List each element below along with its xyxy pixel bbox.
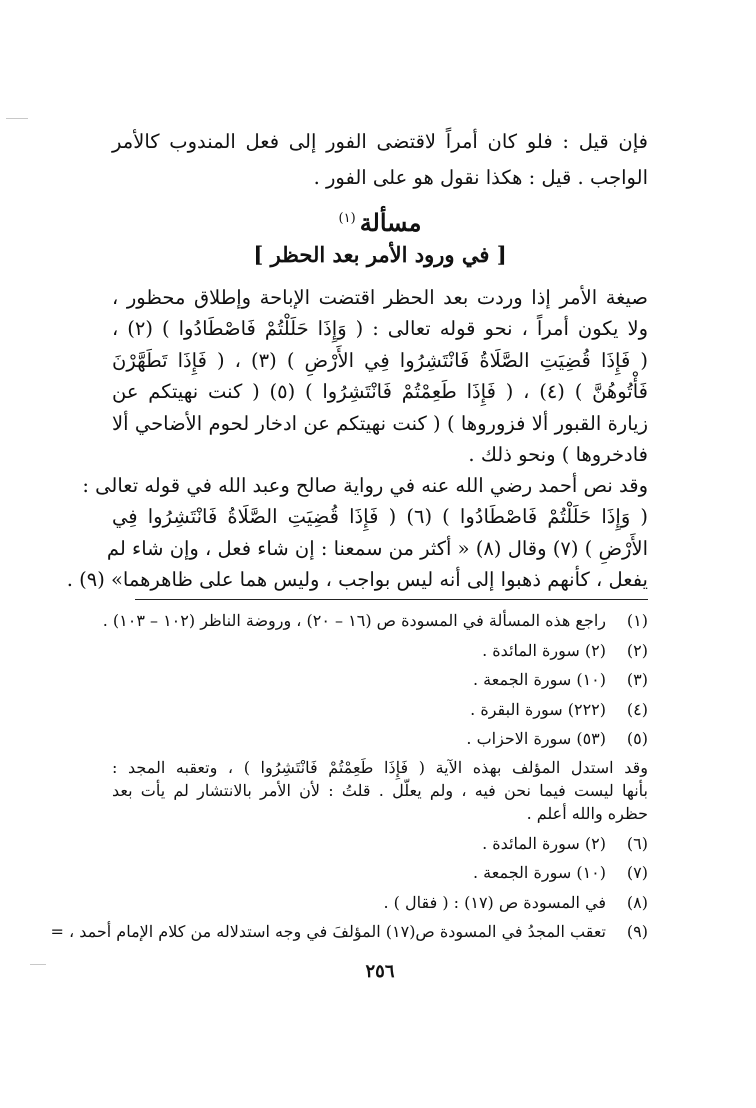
footnote-item <box>112 636 648 666</box>
footnote-number: (٣) <box>626 670 648 689</box>
text-line: وقد استدل المؤلف بهذه الآية ( فَإِذَا طَعِمْتُمْ فَانْتَشِرُوا ) ، وتعقبه المجد : <box>112 757 648 777</box>
text-line: فَأْتُوهُنَّ ) (٤) ، ( فَإِذَا طَعِمْتُمْ فَانْتَشِرُوا ) (٥) ( كنت نهيتكم عن <box>112 380 648 404</box>
footnote-reference: (١) <box>338 211 356 226</box>
text-line: يفعل ، كأنهم ذهبوا إلى أنه ليس بواجب ، وليس هما على ظاهرهما» (٩) . <box>66 568 648 592</box>
footnote-number: (٨) <box>626 892 648 912</box>
text-line: ( وَإِذَا حَلَلْتُمْ فَاصْطَادُوا ) (٦) ( فَإِذَا قُضِيَتِ الصَّلَاةُ فَانْتَشِرُوا فِي <box>112 505 649 529</box>
footnote-separator <box>135 599 648 600</box>
footnote-item <box>112 665 648 695</box>
footnote-number: (٤) <box>626 699 648 719</box>
footnote-text: (٥٣) سورة الاحزاب . <box>466 729 606 748</box>
scan-artifact <box>30 964 46 965</box>
footnote-item <box>102 606 648 636</box>
footnote-number: (٩) <box>626 922 648 941</box>
footnote-item <box>112 695 648 725</box>
scan-artifact <box>6 118 28 119</box>
text-line: فادخروها ) ونحو ذلك . <box>468 443 648 467</box>
footnote-number: (٧) <box>626 863 648 882</box>
paragraph-second <box>66 470 649 596</box>
footnote-text: (١٠) سورة الجمعة . <box>473 670 606 689</box>
footnote-number: (٦) <box>626 833 648 853</box>
text-line: وقد نص أحمد رضي الله عنه في رواية صالح وعبد الله في قوله تعالى : <box>82 474 648 497</box>
section-title-text: مسألة <box>359 208 422 237</box>
footnote-text: في المسودة ص (١٧) : ( فقال ) . <box>383 892 606 912</box>
text-line: صيغة الأمر إذا وردت بعد الحظر اقتضت الإباحة وإطلاق محظور ، <box>112 286 648 309</box>
intro-paragraph <box>112 124 648 196</box>
footnote-text: (٢) سورة المائدة . <box>482 833 606 853</box>
footnote-text: تعقب المجدُ في المسودة ص(١٧) المؤلفَ في وجه استدلاله من كلام الإمام أحمد ، = <box>50 922 606 941</box>
text-line: زيارة القبور ألا فزوروها ) ( كنت نهيتكم عن ادخار لحوم الأضاحي ألا <box>112 411 648 435</box>
footnote-text: راجع هذه المسألة في المسودة ص (١٦ – ٢٠) ، وروضة الناظر (١٠٢ – ١٠٣) . <box>102 611 606 630</box>
footnote-text: (١٠) سورة الجمعة . <box>473 863 606 882</box>
footnote-item <box>50 917 648 947</box>
text-line: ( فَإِذَا قُضِيَتِ الصَّلَاةُ فَانْتَشِرُوا فِي الأَرْضِ ) (٣) ، ( فَإِذَا تَطَهَّرْنَ <box>112 348 648 372</box>
footnote-text: (٢٢٢) سورة البقرة . <box>470 699 606 719</box>
section-subtitle: [ في ورود الأمر بعد الحظر ] <box>253 242 507 267</box>
paragraph-main <box>112 282 648 470</box>
footnote-text: (٢) سورة المائدة . <box>482 640 606 660</box>
footnote-number: (٢) <box>626 640 648 660</box>
text-line: ولا يكون أمراً ، نحو قوله تعالى : ( وَإِذَا حَلَلْتُمْ فَاصْطَادُوا ) (٢) ، <box>112 317 649 341</box>
footnote-number: (١) <box>626 611 648 630</box>
text-line: حظره والله أعلم . <box>526 803 648 823</box>
section-title <box>112 202 648 240</box>
text-line: فإن قيل : فلو كان أمراً لاقتضى الفور إلى فعل المندوب كالأمر <box>112 130 648 153</box>
footnotes <box>50 606 648 947</box>
footnote-item <box>112 888 648 918</box>
text-line: الأَرْضِ ) (٧) وقال (٨) « أكثر من سمعنا : إن شاء فعل ، وإن شاء لم <box>106 536 648 560</box>
footnote-item <box>112 724 648 754</box>
page-number: ٢٥٦ <box>365 961 395 982</box>
footnote-number: (٥) <box>626 729 648 748</box>
footnote-item <box>112 858 648 888</box>
footnote-item <box>112 829 648 859</box>
footnote-continuation <box>112 756 648 825</box>
text-line: بأنها ليست فيما نحن فيه ، ولم يعلّل . قلتُ : لأن الأمر بالانتشار لم يأت بعد <box>112 780 648 800</box>
text-line: الواجب . قيل : هكذا نقول هو على الفور . <box>313 166 648 189</box>
